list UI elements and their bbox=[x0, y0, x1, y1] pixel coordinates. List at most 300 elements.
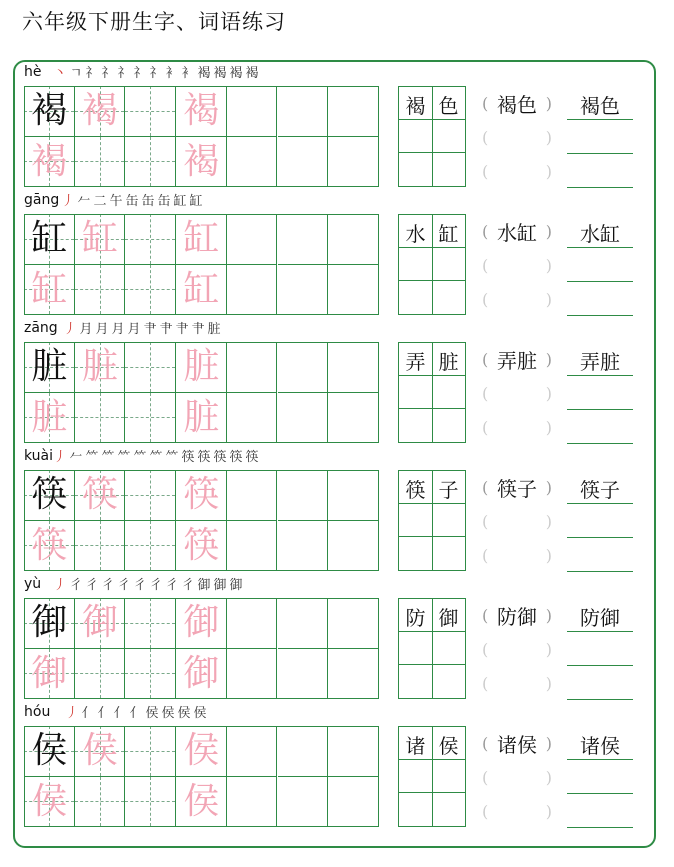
grid-cell[interactable] bbox=[227, 726, 278, 777]
pinyin-answer-blank[interactable] bbox=[482, 601, 552, 630]
word-text: 防御 bbox=[497, 605, 537, 629]
stroke-step: 月 bbox=[127, 322, 141, 337]
page-title: 六年级下册生字、词语练习 bbox=[22, 10, 286, 34]
model-character: 筷 bbox=[31, 474, 68, 516]
grid-cell[interactable] bbox=[278, 726, 329, 777]
stroke-step: 褐 bbox=[229, 66, 243, 81]
answer-line[interactable] bbox=[567, 247, 633, 248]
trace-character: 脏 bbox=[31, 396, 68, 438]
stroke-step: 彳 bbox=[149, 578, 163, 593]
grid-cell[interactable] bbox=[328, 777, 379, 828]
trace-character: 褐 bbox=[183, 90, 220, 132]
paren-open: ( bbox=[482, 801, 489, 821]
grid-cell[interactable] bbox=[227, 470, 278, 521]
word-grid-line bbox=[399, 792, 465, 793]
paren-open: ( bbox=[482, 350, 489, 369]
grid-cell[interactable] bbox=[75, 265, 126, 316]
pinyin-answer-blank[interactable] bbox=[482, 286, 552, 312]
grid-cell[interactable] bbox=[227, 265, 278, 316]
guide-line bbox=[125, 161, 175, 162]
stroke-step: 月 bbox=[111, 322, 125, 337]
word-grid-line bbox=[399, 503, 465, 504]
practice-section-2 bbox=[0, 190, 674, 318]
guide-line bbox=[125, 417, 175, 418]
model-character: 御 bbox=[31, 602, 68, 644]
writing-grid bbox=[24, 470, 379, 571]
grid-cell[interactable] bbox=[125, 470, 176, 521]
word-character: 色 bbox=[438, 93, 459, 118]
word-character: 防 bbox=[405, 605, 426, 630]
paren-open: ( bbox=[482, 127, 489, 147]
word-text: 褐色 bbox=[497, 93, 537, 117]
stroke-step: 御 bbox=[197, 578, 211, 593]
paren-close: ) bbox=[545, 289, 552, 309]
guide-line bbox=[125, 289, 175, 290]
grid-cell[interactable] bbox=[125, 521, 176, 572]
grid-cell[interactable] bbox=[278, 521, 329, 572]
word-character: 水 bbox=[405, 221, 426, 246]
paren-close: ) bbox=[545, 511, 552, 531]
paren-open: ( bbox=[482, 673, 489, 693]
grid-cell[interactable] bbox=[328, 649, 379, 700]
answer-line[interactable] bbox=[567, 281, 633, 282]
paren-open: ( bbox=[482, 94, 489, 113]
stroke-step: 肀 bbox=[159, 322, 173, 337]
trace-character: 褐 bbox=[183, 140, 220, 182]
trace-character: 褐 bbox=[82, 90, 119, 132]
paren-close: ) bbox=[545, 606, 552, 625]
trace-character: 筷 bbox=[31, 524, 68, 566]
stroke-step: 丿 bbox=[53, 450, 67, 465]
grid-cell[interactable] bbox=[125, 598, 176, 649]
grid-cell[interactable] bbox=[75, 649, 126, 700]
answer-line[interactable] bbox=[567, 827, 633, 828]
pinyin-answer-blank[interactable] bbox=[482, 89, 552, 118]
stroke-step: 彳 bbox=[133, 578, 147, 593]
pinyin-label: hóu bbox=[24, 704, 51, 720]
writing-grid bbox=[24, 342, 379, 443]
stroke-order bbox=[62, 318, 222, 337]
stroke-step: 侯 bbox=[193, 706, 207, 721]
stroke-step: 礻 bbox=[85, 66, 99, 81]
answer-line[interactable] bbox=[567, 119, 633, 120]
practice-section-1 bbox=[0, 62, 674, 190]
answer-line[interactable] bbox=[567, 153, 633, 154]
stroke-step: 衤 bbox=[181, 66, 195, 81]
word-character: 诸 bbox=[405, 733, 426, 758]
answer-line[interactable] bbox=[567, 759, 633, 760]
grid-cell[interactable] bbox=[227, 137, 278, 188]
stroke-step: 𠂉 bbox=[69, 450, 83, 465]
word-text: 筷子 bbox=[497, 477, 537, 501]
answer-line[interactable] bbox=[567, 631, 633, 632]
practice-section-5 bbox=[0, 574, 674, 702]
grid-cell[interactable] bbox=[278, 214, 329, 265]
guide-line bbox=[125, 623, 175, 624]
stroke-step: 亻 bbox=[129, 706, 143, 721]
trace-character: 缸 bbox=[82, 218, 119, 260]
grid-cell[interactable] bbox=[278, 137, 329, 188]
grid-cell[interactable] bbox=[227, 649, 278, 700]
trace-character: 侯 bbox=[82, 730, 119, 772]
word-character: 侯 bbox=[438, 733, 459, 758]
paren-open: ( bbox=[482, 417, 489, 437]
stroke-step: 丿 bbox=[63, 322, 77, 337]
stroke-step: 筷 bbox=[181, 450, 195, 465]
grid-cell[interactable] bbox=[328, 726, 379, 777]
stroke-step: 衤 bbox=[165, 66, 179, 81]
stroke-step: 缸 bbox=[189, 194, 203, 209]
trace-character: 御 bbox=[31, 652, 68, 694]
word-grid[interactable] bbox=[398, 342, 466, 443]
paren-open: ( bbox=[482, 161, 489, 181]
stroke-step: ⺮ bbox=[133, 450, 147, 465]
stroke-step: 脏 bbox=[207, 322, 221, 337]
grid-cell[interactable] bbox=[227, 393, 278, 444]
stroke-step: 御 bbox=[229, 578, 243, 593]
paren-open: ( bbox=[482, 734, 489, 753]
guide-line bbox=[75, 545, 125, 546]
guide-line bbox=[75, 417, 125, 418]
grid-cell[interactable] bbox=[278, 777, 329, 828]
stroke-step: 褐 bbox=[245, 66, 259, 81]
pinyin-answer-blank[interactable] bbox=[482, 252, 552, 278]
pinyin-answer-blank[interactable] bbox=[482, 380, 552, 406]
stroke-order bbox=[52, 574, 244, 593]
pinyin-answer-blank[interactable] bbox=[482, 158, 552, 184]
stroke-step: 侯 bbox=[177, 706, 191, 721]
grid-cell[interactable] bbox=[227, 214, 278, 265]
answer-line[interactable] bbox=[567, 793, 633, 794]
guide-line bbox=[75, 161, 125, 162]
copy-word: 褐色 bbox=[580, 94, 620, 118]
stroke-step: 肀 bbox=[175, 322, 189, 337]
stroke-step: 筷 bbox=[229, 450, 243, 465]
writing-grid bbox=[24, 214, 379, 315]
trace-character: 脏 bbox=[183, 396, 220, 438]
word-grid-line bbox=[399, 631, 465, 632]
practice-section-4 bbox=[0, 446, 674, 574]
guide-line bbox=[125, 111, 175, 112]
pinyin-label: zāng bbox=[24, 320, 58, 336]
word-character: 缸 bbox=[438, 221, 459, 246]
writing-grid bbox=[24, 598, 379, 699]
stroke-step: ㄱ bbox=[69, 66, 83, 81]
stroke-step: 礻 bbox=[101, 66, 115, 81]
trace-character: 筷 bbox=[82, 474, 119, 516]
grid-cell[interactable] bbox=[75, 137, 126, 188]
grid-cell[interactable] bbox=[125, 649, 176, 700]
grid-cell[interactable] bbox=[278, 86, 329, 137]
word-grid-line bbox=[399, 408, 465, 409]
word-character: 子 bbox=[438, 477, 459, 502]
trace-character: 褐 bbox=[31, 140, 68, 182]
grid-cell[interactable] bbox=[328, 137, 379, 188]
paren-close: ) bbox=[545, 801, 552, 821]
pinyin-answer-blank[interactable] bbox=[482, 764, 552, 790]
word-character: 脏 bbox=[438, 349, 459, 374]
grid-cell[interactable] bbox=[328, 214, 379, 265]
trace-character: 缸 bbox=[183, 268, 220, 310]
trace-character: 侯 bbox=[183, 730, 220, 772]
trace-character: 脏 bbox=[82, 346, 119, 388]
stroke-step: 彳 bbox=[181, 578, 195, 593]
answer-line[interactable] bbox=[567, 537, 633, 538]
pinyin-answer-blank[interactable] bbox=[482, 473, 552, 502]
grid-cell[interactable] bbox=[328, 342, 379, 393]
answer-line[interactable] bbox=[567, 699, 633, 700]
model-character: 侯 bbox=[31, 730, 68, 772]
stroke-step: 褐 bbox=[197, 66, 211, 81]
grid-cell[interactable] bbox=[125, 86, 176, 137]
guide-line bbox=[125, 673, 175, 674]
pinyin-answer-blank[interactable] bbox=[482, 798, 552, 824]
model-character: 褐 bbox=[31, 90, 68, 132]
stroke-step: ⺮ bbox=[165, 450, 179, 465]
copy-word: 诸侯 bbox=[580, 734, 620, 758]
pinyin-label: gāng bbox=[24, 192, 60, 208]
stroke-step: 丿 bbox=[53, 578, 67, 593]
paren-close: ) bbox=[545, 350, 552, 369]
paren-open: ( bbox=[482, 639, 489, 659]
grid-cell[interactable] bbox=[125, 393, 176, 444]
answer-line[interactable] bbox=[567, 375, 633, 376]
word-text: 弄脏 bbox=[497, 349, 537, 373]
practice-section-3 bbox=[0, 318, 674, 446]
paren-close: ) bbox=[545, 767, 552, 787]
model-character: 缸 bbox=[31, 218, 68, 260]
stroke-step: 丿 bbox=[61, 194, 75, 209]
word-grid[interactable] bbox=[398, 470, 466, 571]
word-character: 御 bbox=[438, 605, 459, 630]
trace-character: 缸 bbox=[31, 268, 68, 310]
stroke-step: ⺮ bbox=[117, 450, 131, 465]
stroke-step: ⺮ bbox=[85, 450, 99, 465]
grid-cell[interactable] bbox=[125, 137, 176, 188]
stroke-order bbox=[64, 702, 208, 721]
stroke-step: 彳 bbox=[69, 578, 83, 593]
paren-close: ) bbox=[545, 94, 552, 113]
trace-character: 侯 bbox=[183, 780, 220, 822]
paren-close: ) bbox=[545, 639, 552, 659]
grid-cell[interactable] bbox=[125, 214, 176, 265]
pinyin-answer-blank[interactable] bbox=[482, 729, 552, 758]
word-grid-line bbox=[399, 280, 465, 281]
stroke-step: 𠂉 bbox=[77, 194, 91, 209]
grid-cell[interactable] bbox=[125, 777, 176, 828]
stroke-step: 筷 bbox=[197, 450, 211, 465]
word-text: 水缸 bbox=[497, 221, 537, 245]
answer-line[interactable] bbox=[567, 443, 633, 444]
pinyin-answer-blank[interactable] bbox=[482, 124, 552, 150]
stroke-step: 礻 bbox=[149, 66, 163, 81]
paren-open: ( bbox=[482, 383, 489, 403]
guide-line bbox=[125, 801, 175, 802]
paren-close: ) bbox=[545, 478, 552, 497]
grid-cell[interactable] bbox=[278, 598, 329, 649]
word-grid-line bbox=[399, 759, 465, 760]
paren-open: ( bbox=[482, 606, 489, 625]
trace-character: 筷 bbox=[183, 524, 220, 566]
pinyin-answer-blank[interactable] bbox=[482, 542, 552, 568]
word-grid-line bbox=[399, 375, 465, 376]
grid-cell[interactable] bbox=[227, 777, 278, 828]
grid-cell[interactable] bbox=[125, 726, 176, 777]
stroke-step: 午 bbox=[109, 194, 123, 209]
trace-character: 缸 bbox=[183, 218, 220, 260]
grid-cell[interactable] bbox=[278, 342, 329, 393]
word-grid-line bbox=[399, 119, 465, 120]
stroke-step: ⺮ bbox=[149, 450, 163, 465]
guide-line bbox=[125, 751, 175, 752]
stroke-step: 筷 bbox=[213, 450, 227, 465]
grid-cell[interactable] bbox=[328, 265, 379, 316]
stroke-step: 月 bbox=[79, 322, 93, 337]
stroke-step: 缸 bbox=[173, 194, 187, 209]
word-grid[interactable] bbox=[398, 598, 466, 699]
word-grid-line bbox=[399, 152, 465, 153]
guide-line bbox=[125, 367, 175, 368]
grid-cell[interactable] bbox=[328, 470, 379, 521]
grid-cell[interactable] bbox=[328, 521, 379, 572]
grid-cell[interactable] bbox=[75, 393, 126, 444]
paren-close: ) bbox=[545, 545, 552, 565]
stroke-step: 亻 bbox=[113, 706, 127, 721]
pinyin-answer-blank[interactable] bbox=[482, 217, 552, 246]
writing-grid bbox=[24, 86, 379, 187]
trace-character: 御 bbox=[82, 602, 119, 644]
copy-word: 防御 bbox=[580, 606, 620, 630]
grid-cell[interactable] bbox=[328, 393, 379, 444]
pinyin-answer-blank[interactable] bbox=[482, 345, 552, 374]
word-grid[interactable] bbox=[398, 214, 466, 315]
stroke-step: 亻 bbox=[97, 706, 111, 721]
pinyin-answer-blank[interactable] bbox=[482, 508, 552, 534]
pinyin-label: kuài bbox=[24, 448, 54, 464]
paren-open: ( bbox=[482, 767, 489, 787]
paren-close: ) bbox=[545, 383, 552, 403]
answer-line[interactable] bbox=[567, 571, 633, 572]
stroke-order bbox=[60, 190, 204, 209]
stroke-step: 肀 bbox=[143, 322, 157, 337]
word-grid[interactable] bbox=[398, 726, 466, 827]
pinyin-answer-blank[interactable] bbox=[482, 414, 552, 440]
guide-line bbox=[75, 289, 125, 290]
grid-cell[interactable] bbox=[278, 649, 329, 700]
word-character: 筷 bbox=[405, 477, 426, 502]
stroke-step: 彳 bbox=[101, 578, 115, 593]
pinyin-answer-blank[interactable] bbox=[482, 636, 552, 662]
guide-line bbox=[125, 239, 175, 240]
grid-cell[interactable] bbox=[227, 342, 278, 393]
answer-line[interactable] bbox=[567, 409, 633, 410]
stroke-step: 彳 bbox=[165, 578, 179, 593]
stroke-step: 彳 bbox=[85, 578, 99, 593]
pinyin-answer-blank[interactable] bbox=[482, 670, 552, 696]
stroke-order bbox=[52, 446, 260, 465]
paren-open: ( bbox=[482, 511, 489, 531]
answer-line[interactable] bbox=[567, 187, 633, 188]
paren-close: ) bbox=[545, 417, 552, 437]
paren-open: ( bbox=[482, 222, 489, 241]
stroke-step: 二 bbox=[93, 194, 107, 209]
grid-cell[interactable] bbox=[328, 86, 379, 137]
word-grid[interactable] bbox=[398, 86, 466, 187]
grid-cell[interactable] bbox=[328, 598, 379, 649]
stroke-step: 彳 bbox=[117, 578, 131, 593]
stroke-step: 缶 bbox=[157, 194, 171, 209]
grid-cell[interactable] bbox=[75, 777, 126, 828]
word-character: 弄 bbox=[405, 349, 426, 374]
word-text: 诸侯 bbox=[497, 733, 537, 757]
grid-cell[interactable] bbox=[278, 470, 329, 521]
pinyin-label: yù bbox=[24, 576, 42, 592]
stroke-step: 肀 bbox=[191, 322, 205, 337]
word-grid-line bbox=[399, 536, 465, 537]
stroke-step: 丶 bbox=[53, 66, 67, 81]
stroke-step: ⺮ bbox=[101, 450, 115, 465]
guide-line bbox=[125, 545, 175, 546]
word-character: 褐 bbox=[405, 93, 426, 118]
grid-cell[interactable] bbox=[227, 521, 278, 572]
paren-close: ) bbox=[545, 255, 552, 275]
grid-cell[interactable] bbox=[125, 265, 176, 316]
stroke-step: 丿 bbox=[65, 706, 79, 721]
paren-close: ) bbox=[545, 734, 552, 753]
paren-open: ( bbox=[482, 545, 489, 565]
trace-character: 御 bbox=[183, 652, 220, 694]
stroke-step: 侯 bbox=[161, 706, 175, 721]
answer-line[interactable] bbox=[567, 315, 633, 316]
paren-open: ( bbox=[482, 289, 489, 309]
stroke-step: 筷 bbox=[245, 450, 259, 465]
grid-cell[interactable] bbox=[75, 521, 126, 572]
guide-line bbox=[75, 673, 125, 674]
grid-cell[interactable] bbox=[278, 393, 329, 444]
guide-line bbox=[125, 495, 175, 496]
trace-character: 脏 bbox=[183, 346, 220, 388]
paren-open: ( bbox=[482, 255, 489, 275]
model-character: 脏 bbox=[31, 346, 68, 388]
copy-word: 水缸 bbox=[580, 222, 620, 246]
stroke-step: 亻 bbox=[81, 706, 95, 721]
copy-word: 筷子 bbox=[580, 478, 620, 502]
grid-cell[interactable] bbox=[227, 598, 278, 649]
guide-line bbox=[75, 801, 125, 802]
stroke-step: 礻 bbox=[133, 66, 147, 81]
stroke-order bbox=[52, 62, 260, 81]
writing-grid bbox=[24, 726, 379, 827]
paren-close: ) bbox=[545, 673, 552, 693]
pinyin-label: hè bbox=[24, 64, 42, 80]
answer-line[interactable] bbox=[567, 503, 633, 504]
trace-character: 御 bbox=[183, 602, 220, 644]
stroke-step: 缶 bbox=[141, 194, 155, 209]
stroke-step: 御 bbox=[213, 578, 227, 593]
copy-word: 弄脏 bbox=[580, 350, 620, 374]
word-grid-line bbox=[399, 247, 465, 248]
trace-character: 侯 bbox=[31, 780, 68, 822]
grid-cell[interactable] bbox=[227, 86, 278, 137]
answer-line[interactable] bbox=[567, 665, 633, 666]
grid-cell[interactable] bbox=[125, 342, 176, 393]
stroke-step: 月 bbox=[95, 322, 109, 337]
paren-close: ) bbox=[545, 222, 552, 241]
grid-cell[interactable] bbox=[278, 265, 329, 316]
practice-section-6 bbox=[0, 702, 674, 830]
stroke-step: 侯 bbox=[145, 706, 159, 721]
stroke-step: 礻 bbox=[117, 66, 131, 81]
